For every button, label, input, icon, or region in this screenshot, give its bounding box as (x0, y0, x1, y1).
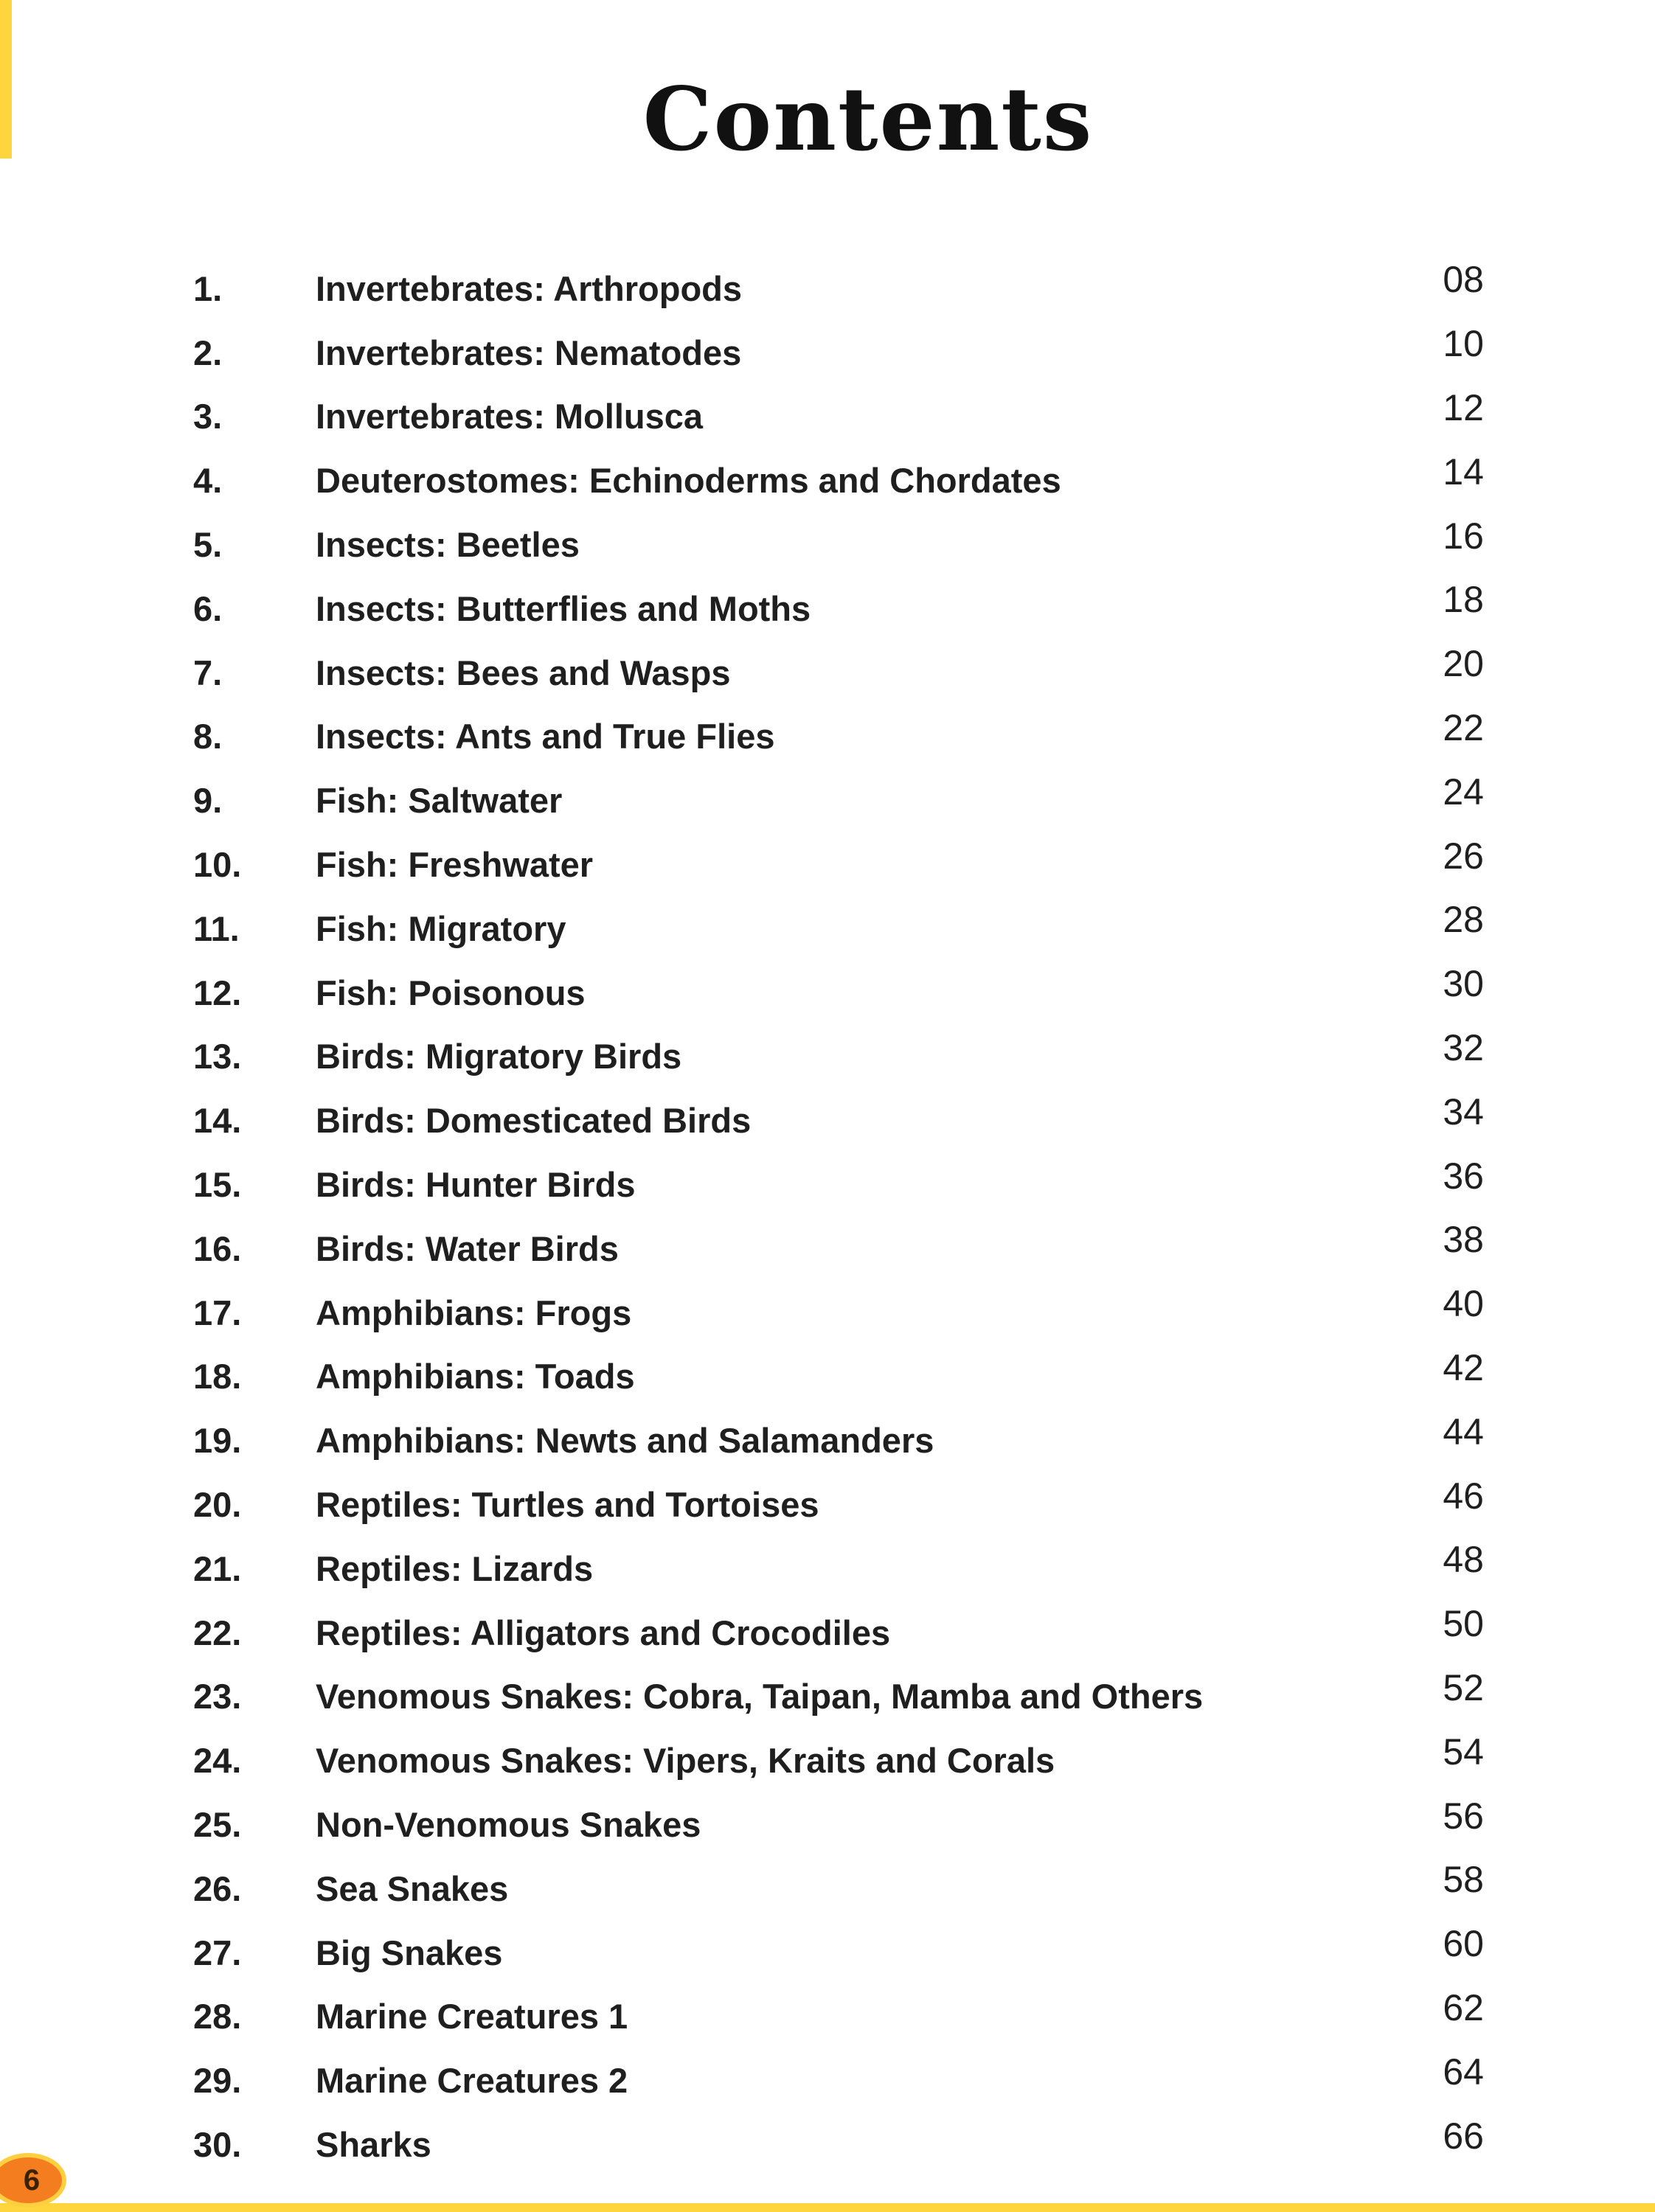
toc-row (193, 257, 1484, 321)
toc-entry-label: Venomous Snakes: Vipers, Kraits and Corals (316, 1741, 1055, 1781)
toc-entry-page: 44 (1443, 1411, 1484, 1453)
toc-entry-label: Amphibians: Newts and Salamanders (316, 1421, 934, 1461)
toc-entry-label: Birds: Water Birds (316, 1228, 619, 1268)
toc-entry-number: 20. (193, 1485, 242, 1525)
toc-entry-number: 9. (193, 781, 223, 821)
toc-entry-page: 26 (1443, 835, 1484, 877)
toc-entry-page: 20 (1443, 643, 1484, 685)
toc-entry-number: 4. (193, 461, 223, 501)
toc-entry-label: Reptiles: Lizards (316, 1548, 594, 1588)
toc-entry-page: 46 (1443, 1475, 1484, 1517)
toc-entry-number: 25. (193, 1805, 242, 1845)
toc-entry-page: 48 (1443, 1539, 1484, 1581)
toc-entry-label: Birds: Hunter Birds (316, 1165, 636, 1205)
toc-entry-page: 64 (1443, 2051, 1484, 2093)
toc-row (193, 1921, 1484, 1985)
toc-row (193, 1601, 1484, 1665)
toc-row (193, 1025, 1484, 1089)
toc-entry-page: 66 (1443, 2115, 1484, 2157)
toc-entry-number: 5. (193, 525, 223, 565)
toc-row (193, 1088, 1484, 1152)
toc-entry-number: 8. (193, 717, 223, 757)
toc-row (193, 385, 1484, 449)
toc-entry-number: 3. (193, 397, 223, 437)
toc-entry-label: Amphibians: Frogs (316, 1293, 632, 1332)
toc-entry-label: Insects: Bees and Wasps (316, 653, 731, 692)
page-edge-accent-bottom (0, 2203, 1655, 2212)
toc-entry-label: Invertebrates: Nematodes (316, 333, 742, 372)
toc-entry-page: 60 (1443, 1923, 1484, 1965)
toc-entry-page: 18 (1443, 579, 1484, 621)
toc-entry-page: 52 (1443, 1666, 1484, 1708)
toc-row (193, 1537, 1484, 1601)
toc-entry-page: 28 (1443, 899, 1484, 941)
toc-row (193, 705, 1484, 769)
toc-entry-label: Reptiles: Alligators and Crocodiles (316, 1613, 891, 1652)
toc-row (193, 448, 1484, 512)
toc-row (193, 2112, 1484, 2177)
toc-entry-page: 14 (1443, 451, 1484, 493)
toc-entry-label: Reptiles: Turtles and Tortoises (316, 1485, 819, 1525)
toc-entry-label: Invertebrates: Mollusca (316, 397, 704, 437)
toc-entry-number: 22. (193, 1613, 242, 1652)
toc-row (193, 961, 1484, 1025)
toc-entry-page: 32 (1443, 1026, 1484, 1068)
toc-entry-number: 10. (193, 845, 242, 885)
toc-entry-number: 13. (193, 1037, 242, 1077)
toc-entry-number: 29. (193, 2061, 242, 2101)
toc-entry-page: 38 (1443, 1219, 1484, 1261)
toc-entry-page: 56 (1443, 1795, 1484, 1837)
toc-entry-number: 23. (193, 1677, 242, 1717)
toc-entry-label: Insects: Ants and True Flies (316, 717, 775, 757)
toc-entry-label: Invertebrates: Arthropods (316, 268, 743, 308)
toc-entry-label: Fish: Freshwater (316, 845, 594, 885)
toc-entry-label: Fish: Migratory (316, 908, 566, 948)
toc-row (193, 897, 1484, 961)
toc-row (193, 1728, 1484, 1792)
toc-row (193, 1665, 1484, 1729)
toc-entry-label: Sharks (316, 2125, 431, 2164)
toc-entry-number: 24. (193, 1741, 242, 1781)
toc-entry-label: Amphibians: Toads (316, 1357, 635, 1397)
toc-entry-label: Sea Snakes (316, 1868, 509, 1908)
toc-entry-label: Deuterostomes: Echinoderms and Chordates (316, 461, 1061, 501)
toc-entry-page: 16 (1443, 515, 1484, 557)
toc-entry-page: 24 (1443, 771, 1484, 813)
toc-row (193, 832, 1484, 897)
toc-entry-page: 58 (1443, 1859, 1484, 1901)
toc-row (193, 768, 1484, 832)
toc-entry-number: 2. (193, 333, 223, 372)
toc-entry-number: 30. (193, 2125, 242, 2164)
toc-entry-label: Marine Creatures 1 (316, 1997, 628, 2037)
toc-row (193, 1985, 1484, 2049)
toc-list (193, 257, 1484, 2177)
toc-entry-page: 12 (1443, 386, 1484, 428)
toc-entry-page: 10 (1443, 323, 1484, 365)
toc-entry-number: 7. (193, 653, 223, 692)
toc-entry-page: 22 (1443, 706, 1484, 748)
toc-row (193, 1152, 1484, 1217)
toc-entry-number: 1. (193, 268, 223, 308)
toc-entry-page: 36 (1443, 1155, 1484, 1197)
toc-entry-label: Non-Venomous Snakes (316, 1805, 701, 1845)
toc-entry-page: 42 (1443, 1346, 1484, 1388)
toc-entry-number: 18. (193, 1357, 242, 1397)
toc-entry-number: 28. (193, 1997, 242, 2037)
toc-entry-number: 19. (193, 1421, 242, 1461)
toc-entry-label: Fish: Poisonous (316, 973, 586, 1012)
page-number: 6 (23, 2163, 41, 2197)
toc-entry-number: 14. (193, 1101, 242, 1141)
toc-entry-page: 62 (1443, 1986, 1484, 2028)
toc-row (193, 1472, 1484, 1537)
toc-row (193, 1345, 1484, 1409)
toc-entry-label: Big Snakes (316, 1933, 503, 1972)
toc-entry-page: 50 (1443, 1603, 1484, 1645)
toc-entry-label: Marine Creatures 2 (316, 2061, 628, 2101)
toc-row (193, 1217, 1484, 1281)
page-number-badge (0, 2153, 66, 2208)
toc-row (193, 641, 1484, 705)
toc-entry-label: Venomous Snakes: Cobra, Taipan, Mamba and Others (316, 1677, 1204, 1717)
toc-row (193, 1857, 1484, 1921)
toc-entry-page: 30 (1443, 963, 1484, 1005)
toc-entry-number: 17. (193, 1293, 242, 1332)
toc-entry-label: Birds: Migratory Birds (316, 1037, 682, 1077)
toc-row (193, 2048, 1484, 2112)
toc-entry-number: 16. (193, 1228, 242, 1268)
toc-row (193, 1792, 1484, 1857)
toc-entry-label: Fish: Saltwater (316, 781, 563, 821)
toc-entry-page: 54 (1443, 1731, 1484, 1773)
toc-entry-page: 40 (1443, 1283, 1484, 1325)
toc-entry-label: Birds: Domesticated Birds (316, 1101, 752, 1141)
toc-entry-number: 26. (193, 1868, 242, 1908)
toc-entry-number: 6. (193, 588, 223, 628)
toc-entry-page: 08 (1443, 259, 1484, 301)
toc-row (193, 1281, 1484, 1345)
toc-entry-label: Insects: Butterflies and Moths (316, 588, 811, 628)
toc-row (193, 577, 1484, 641)
toc-entry-number: 11. (193, 908, 240, 948)
toc-entry-label: Insects: Beetles (316, 525, 580, 565)
toc-entry-number: 15. (193, 1165, 242, 1205)
toc-entry-number: 12. (193, 973, 242, 1012)
toc-row (193, 321, 1484, 385)
toc-entry-page: 34 (1443, 1091, 1484, 1133)
toc-entry-number: 21. (193, 1548, 242, 1588)
toc-row (193, 1408, 1484, 1472)
toc-entry-number: 27. (193, 1933, 242, 1972)
toc-row (193, 512, 1484, 577)
page-title: Contents (642, 68, 1094, 170)
